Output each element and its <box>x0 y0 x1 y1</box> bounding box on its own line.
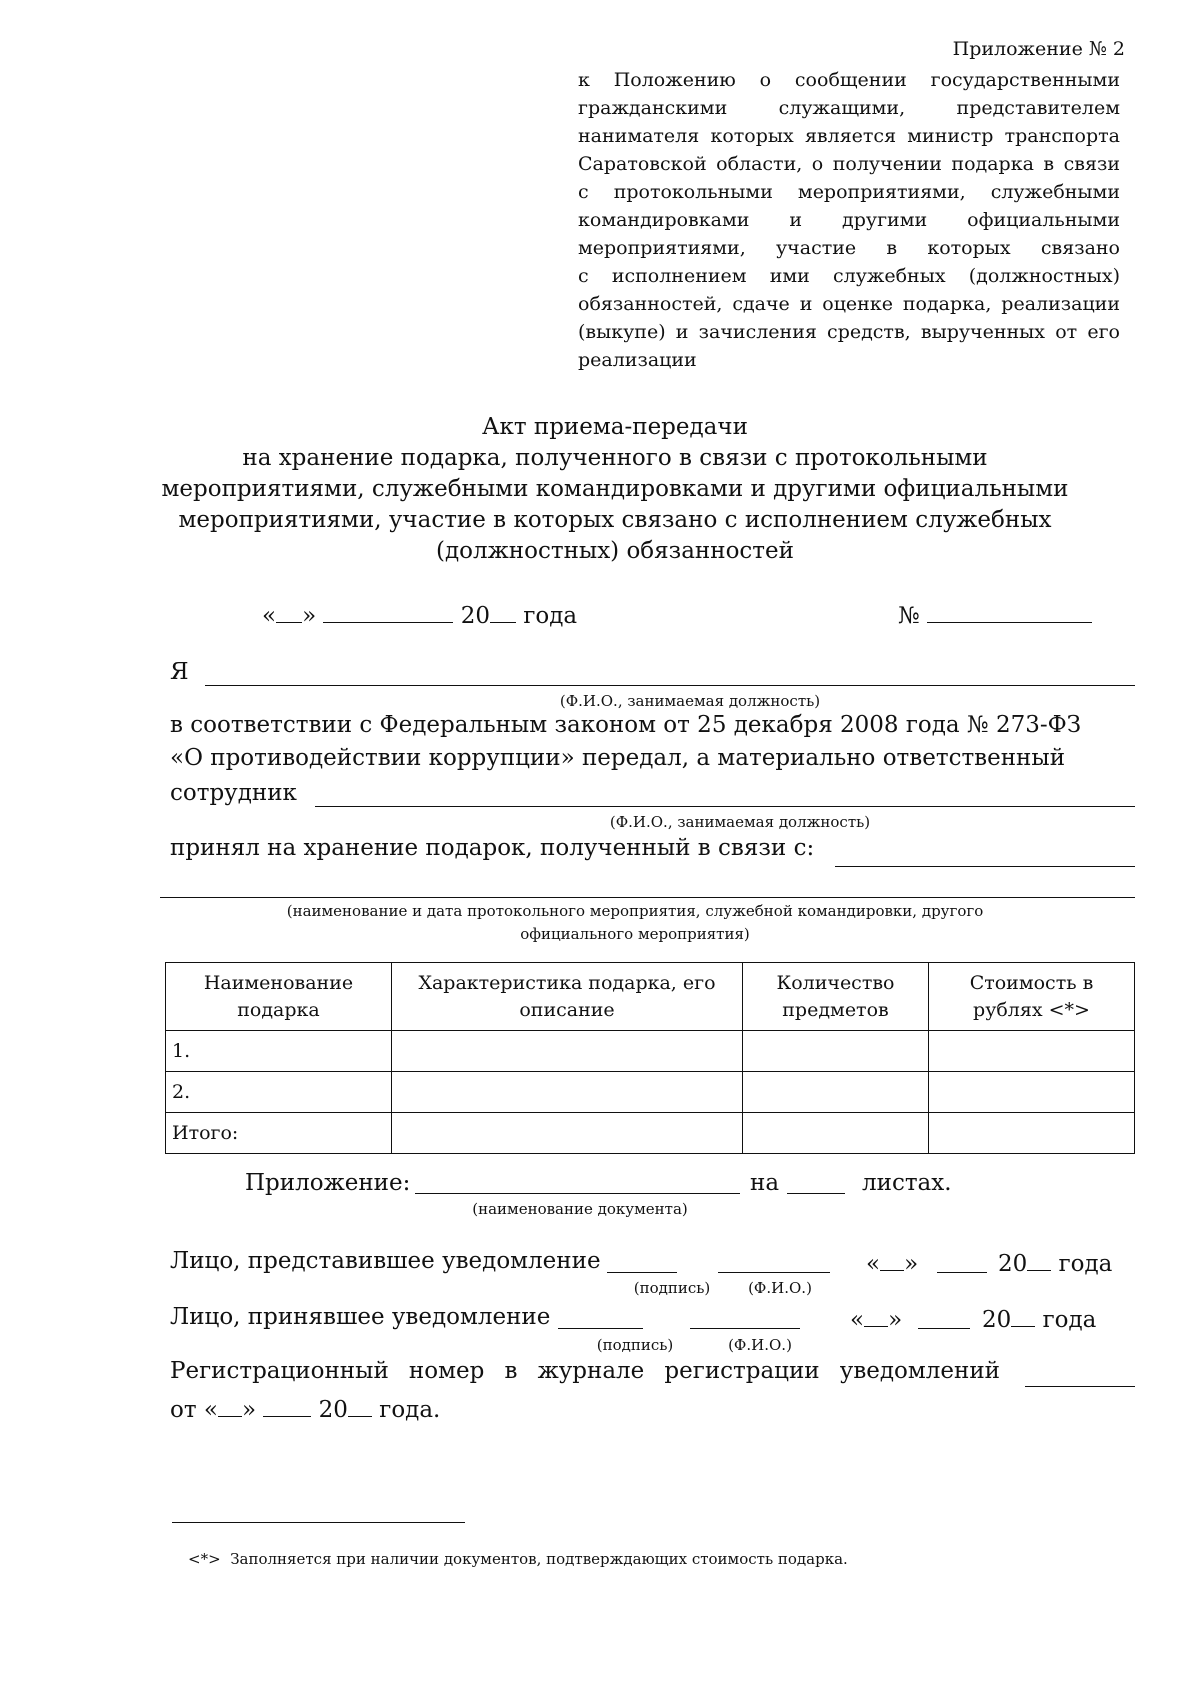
registration-year-blank[interactable] <box>348 1394 372 1417</box>
footnote <box>188 1550 848 1568</box>
annex-line: обязанностей, сдаче и оценке подарка, реализации <box>578 293 1120 315</box>
table-cell[interactable] <box>743 1113 929 1154</box>
year-blank[interactable] <box>490 600 516 623</box>
presenter-fio-line[interactable] <box>718 1272 830 1273</box>
presenter-fio-hint: (Ф.И.О.) <box>748 1279 812 1297</box>
presenter-label: Лицо, представившее уведомление <box>170 1248 601 1274</box>
i-label: Я <box>170 659 189 685</box>
col-name: Наименование подарка <box>166 963 392 1031</box>
annex-line: Саратовской области, о получении подарка в связи <box>578 153 1120 175</box>
registration-day-blank[interactable] <box>218 1394 242 1417</box>
footnote-marker: <*> <box>188 1550 221 1568</box>
title-line: мероприятиями, служебными командировками и другими официальными <box>161 476 1069 502</box>
event-hint-2: официального мероприятия) <box>520 925 750 943</box>
annex-line: с протокольными мероприятиями, служебными <box>578 181 1120 203</box>
number-blank[interactable] <box>927 600 1092 623</box>
annex-line: нанимателя которых является министр транспорта <box>578 125 1120 147</box>
col-cost: Стоимость в рублях <*> <box>929 963 1135 1031</box>
receiver-year-blank[interactable] <box>1011 1304 1035 1327</box>
table-cell[interactable] <box>743 1072 929 1113</box>
receiver-fio-line[interactable] <box>690 1328 800 1329</box>
receiver-date: « » <box>850 1304 902 1333</box>
presenter-signature-line[interactable] <box>607 1272 677 1273</box>
receiver-name-line[interactable] <box>315 806 1135 807</box>
annex-line: (выкупе) и зачисления средств, вырученных от его <box>578 321 1120 343</box>
table-row <box>166 1031 1135 1072</box>
year-word: года <box>523 603 578 629</box>
event-hint: (наименование и дата протокольного мероприятия, служебной командировки, другого <box>286 902 984 920</box>
receiver-signature-line[interactable] <box>558 1328 643 1329</box>
employee-label: сотрудник <box>170 780 297 806</box>
receiver-month-blank[interactable] <box>918 1328 970 1329</box>
receiver-fio-hint: (Ф.И.О.) <box>728 1336 792 1354</box>
table-cell[interactable] <box>929 1072 1135 1113</box>
col-description: Характеристика подарка, его описание <box>392 963 743 1031</box>
table-cell[interactable] <box>929 1031 1135 1072</box>
document-title <box>120 412 1110 567</box>
registration-date: от « » 20 года. <box>170 1394 440 1423</box>
act-date <box>262 600 577 629</box>
table-row <box>166 1072 1135 1113</box>
gift-table <box>165 962 1135 1154</box>
giver-name-line[interactable] <box>205 685 1135 686</box>
footnote-text: Заполняется при наличии документов, подтверждающих стоимость подарка. <box>230 1550 848 1568</box>
attachment-label: Приложение: <box>245 1170 411 1196</box>
receiver-sign-hint: (подпись) <box>596 1336 674 1354</box>
annex-line: с исполнением ими служебных (должностных) <box>578 265 1120 287</box>
registration-number-line[interactable] <box>1025 1386 1135 1387</box>
annex-line: мероприятиями, участие в которых связано <box>578 237 1120 259</box>
presenter-day-blank[interactable] <box>880 1248 904 1271</box>
act-number <box>898 600 1092 629</box>
annex-number: Приложение № 2 <box>952 38 1125 60</box>
presenter-year: 20 года <box>998 1248 1112 1277</box>
title-line: Акт приема-передачи <box>482 414 748 440</box>
law-line: в соответствии с Федеральным законом от 25 декабря 2008 года № 273-ФЗ <box>170 712 1082 738</box>
annex-line: командировками и другими официальными <box>578 209 1120 231</box>
presenter-year-blank[interactable] <box>1027 1248 1051 1271</box>
event-line-2[interactable] <box>160 897 1135 898</box>
presenter-sign-hint: (подпись) <box>633 1279 711 1297</box>
title-line: (должностных) обязанностей <box>436 538 794 564</box>
receiver-day-blank[interactable] <box>864 1304 888 1327</box>
receiver-year: 20 года <box>982 1304 1096 1333</box>
annex-line: к Положению о сообщении государственными <box>578 69 1120 91</box>
col-quantity: Количество предметов <box>743 963 929 1031</box>
day-blank[interactable] <box>276 600 302 623</box>
table-cell[interactable] <box>392 1031 743 1072</box>
annex-line: гражданскими служащими, представителем <box>578 97 1120 119</box>
month-blank[interactable] <box>323 600 453 623</box>
footnote-separator <box>172 1522 465 1523</box>
registration-month-blank[interactable] <box>263 1394 311 1417</box>
date-open-quote: « <box>262 603 277 629</box>
attachment-on: на <box>750 1170 780 1196</box>
table-cell[interactable] <box>392 1113 743 1154</box>
annex-line: реализации <box>578 349 697 371</box>
attachment-sheets: листах. <box>862 1170 952 1196</box>
attachment-hint: (наименование документа) <box>472 1200 688 1218</box>
date-close-quote: » <box>302 603 317 629</box>
row-label: 1. <box>166 1031 392 1072</box>
table-cell[interactable] <box>392 1072 743 1113</box>
sheets-blank[interactable] <box>787 1193 845 1194</box>
table-cell[interactable] <box>743 1031 929 1072</box>
receiver-hint: (Ф.И.О., занимаемая должность) <box>609 813 871 831</box>
year-prefix: 20 <box>460 603 491 629</box>
number-label: № <box>898 603 920 629</box>
accepted-label: принял на хранение подарок, полученный в связи с: <box>170 835 815 861</box>
receiver-label: Лицо, принявшее уведомление <box>170 1304 551 1330</box>
attachment-line[interactable] <box>415 1193 740 1194</box>
title-line: на хранение подарка, полученного в связи с протокольными <box>242 445 988 471</box>
registration-label: Регистрационный номер в журнале регистрации уведомлений <box>170 1358 1000 1384</box>
table-header-row <box>166 963 1135 1031</box>
presenter-month-blank[interactable] <box>937 1272 987 1273</box>
event-line-1[interactable] <box>835 866 1135 867</box>
table-row <box>166 1113 1135 1154</box>
row-label: 2. <box>166 1072 392 1113</box>
table-cell[interactable] <box>929 1113 1135 1154</box>
row-label: Итого: <box>166 1113 392 1154</box>
annex-reference <box>578 66 1120 374</box>
title-line: мероприятиями, участие в которых связано с исполнением служебных <box>178 507 1052 533</box>
giver-hint: (Ф.И.О., занимаемая должность) <box>559 692 821 710</box>
law-line-2: «О противодействии коррупции» передал, а материально ответственный <box>170 745 1066 771</box>
presenter-date: « » <box>866 1248 918 1277</box>
